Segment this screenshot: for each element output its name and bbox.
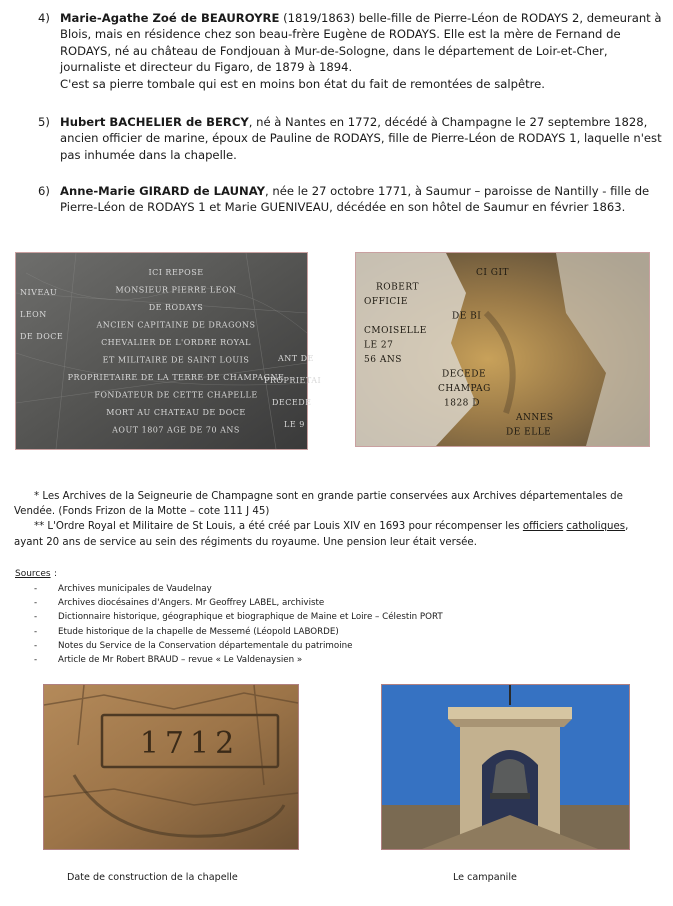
inscription-line: ANCIEN CAPITAINE DE DRAGONS xyxy=(96,320,256,330)
sources-list xyxy=(34,582,443,667)
inscription-line: ANT DE xyxy=(278,354,314,363)
entry-number: 5) xyxy=(38,115,50,129)
source-item: - Archives diocésaines d'Angers. Mr Geoffrey LABEL, archiviste xyxy=(34,596,443,610)
source-item: - Article de Mr Robert BRAUD – revue « Le Valdenaysien » xyxy=(34,653,443,667)
inscription-line: MORT AU CHATEAU DE DOCE xyxy=(106,408,246,417)
inscription-line: DE ELLE xyxy=(506,427,552,438)
inscription-line: DECEDE xyxy=(442,369,487,380)
tombstone-photo-right xyxy=(355,252,650,447)
entry-name: Marie-Agathe Zoé de BEAUROYRE xyxy=(60,11,280,25)
campanile-photo xyxy=(381,684,630,850)
entry-extra: C'est sa pierre tombale qui est en moins bon état du fait de remontées de salpêtre. xyxy=(60,76,545,91)
inscription-line: LE 27 xyxy=(364,340,394,351)
inscription-line: OFFICIE xyxy=(364,297,408,307)
inscription-line: ROBERT xyxy=(376,282,419,293)
entry-text: , né à Nantes en 1772, décédé à Champagne le 27 septembre 1828, ancien officier de marine, époux de Pauline de RODAYS, fille de Pierre-Léon de RODAYS 1, laquelle n'est pas inhumée dans la chapelle. xyxy=(60,115,662,162)
inscription-line: 56 ANS xyxy=(364,355,402,365)
inscription-line: 1828 D xyxy=(444,398,480,409)
inscription-line: MONSIEUR PIERRE LEON xyxy=(115,285,237,295)
inscription-line: CHAMPAG xyxy=(438,384,491,394)
source-item: - Notes du Service de la Conservation départementale du patrimoine xyxy=(34,639,443,653)
tombstone-right-image xyxy=(356,253,649,446)
inscription-line: CI GIT xyxy=(476,268,510,278)
sources-title: Sources xyxy=(15,569,51,579)
inscription-line: NIVEAU xyxy=(20,288,58,297)
inscription-line: DE DOCE xyxy=(20,332,64,341)
caption-campanile: Le campanile xyxy=(453,872,517,883)
inscription-line: CMOISELLE xyxy=(364,326,427,336)
inscription-line: CHEVALIER DE L'ORDRE ROYAL xyxy=(101,338,251,347)
date-stone-text: 1712 xyxy=(139,726,241,761)
source-item: - Archives municipales de Vaudelnay xyxy=(34,582,443,596)
entry-text: , née le 27 octobre 1771, à Saumur – paroisse de Nantilly - fille de Pierre-Léon de RODAYS 1 et Marie GUENIVEAU, décédée en son hôtel de Saumur en février 1863. xyxy=(60,184,650,215)
inscription-line: ANNES xyxy=(516,413,554,423)
date-stone-photo xyxy=(43,684,299,850)
source-item: - Dictionnaire historique, géographique et biographique de Maine et Loire – Célestin PORT xyxy=(34,610,443,624)
tombstone-photo-left xyxy=(15,252,322,450)
inscription-line: AOUT 1807 AGE DE 70 ANS xyxy=(112,425,240,435)
inscription-line: PROPRIETAI xyxy=(264,376,322,385)
date-stone-image xyxy=(44,685,298,849)
sources-colon: : xyxy=(54,569,58,579)
inscription-line: FONDATEUR DE CETTE CHAPELLE xyxy=(94,390,258,400)
inscription-line: ICI REPOSE xyxy=(148,268,204,277)
entry-6 xyxy=(34,183,662,216)
inscription-line: LE 9 xyxy=(284,420,305,429)
inscription-line: LEON xyxy=(20,310,47,319)
campanile-image xyxy=(382,685,629,849)
footnote-2: ** L'Ordre Royal et Militaire de St Louis, a été créé par Louis XIV en 1693 pour récompenser les officiers catholiques, ayant 20 ans de service au sein des régiments du royaume. Une pension leur était versée. xyxy=(14,521,629,548)
caption-date-stone: Date de construction de la chapelle xyxy=(67,872,238,883)
footnote-1: * Les Archives de la Seigneurie de Champagne sont en grande partie conservées aux Archives départementales de Vendée. (Fonds Frizon de la Motte – cote 111 J 45) xyxy=(14,491,623,518)
entry-number: 6) xyxy=(38,184,50,198)
entry-5 xyxy=(34,114,662,163)
source-item: - Etude historique de la chapelle de Messemé (Léopold LABORDE) xyxy=(34,625,443,639)
footnote-link-catholiques: catholiques xyxy=(566,521,626,533)
inscription-line: DE RODAYS xyxy=(148,303,204,312)
entry-name: Hubert BACHELIER de BERCY xyxy=(60,115,249,129)
entry-text: (1819/1863) belle-fille de Pierre-Léon de RODAYS 2, demeurant à Blois, mais en résidence chez son beau-frère Eugène de RODAYS. Elle est la mère de Fernand de RODAYS, né au château de Fondjouan à Mur-de-Sologne, dans le département de Loir-et-Cher, journaliste et directeur du Figaro, de 1879 à 1894. xyxy=(60,11,662,75)
tombstone-left-image xyxy=(16,253,322,449)
inscription-line: DECEDE xyxy=(272,398,312,407)
footnote-link-officiers: officiers xyxy=(522,521,564,533)
inscription-line: DE BI xyxy=(452,311,482,322)
inscription-line: PROPRIETAIRE DE LA TERRE DE CHAMPAGNE xyxy=(67,373,285,382)
entry-number: 4) xyxy=(38,11,50,25)
inscription-line: ET MILITAIRE DE SAINT LOUIS xyxy=(102,355,250,365)
entry-name: Anne-Marie GIRARD de LAUNAY xyxy=(60,184,266,198)
footnotes xyxy=(14,489,660,550)
entry-4 xyxy=(34,10,662,92)
